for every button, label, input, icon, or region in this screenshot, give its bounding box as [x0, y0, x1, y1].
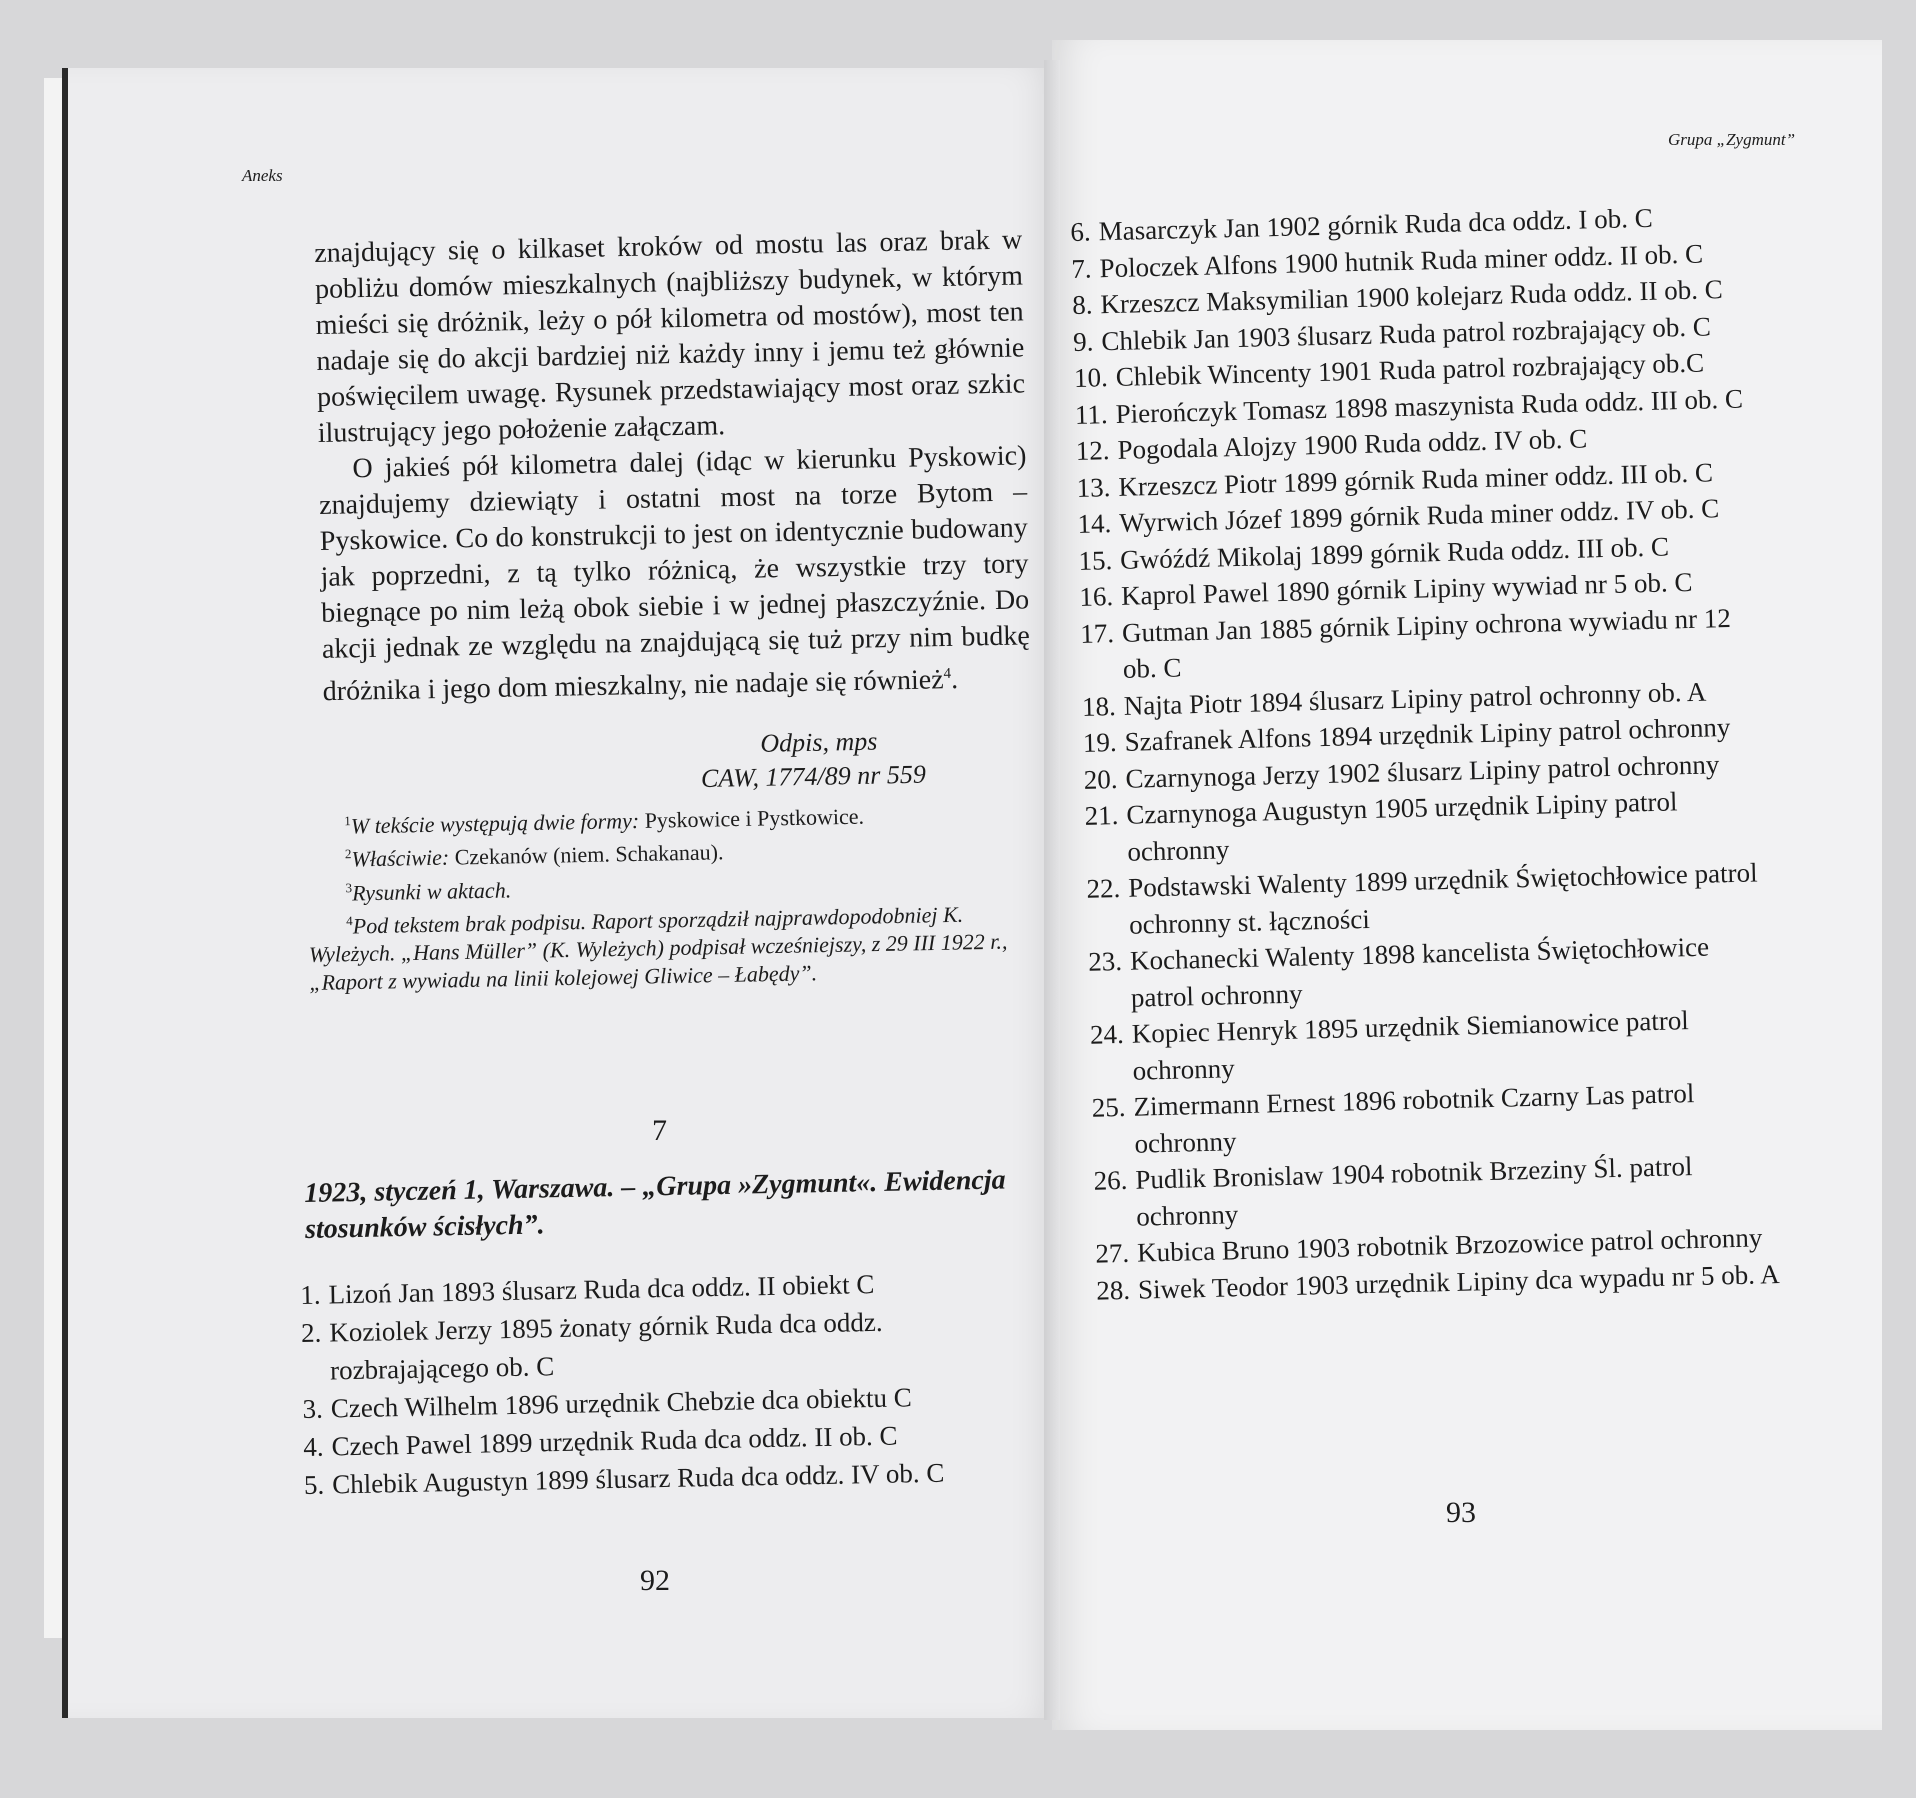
item-number: 10. — [1073, 362, 1109, 393]
item-text: Pudlik Bronislaw 1904 robotnik Brzeziny Śl. patrol ochronny — [1134, 1151, 1693, 1232]
item-number: 26. — [1093, 1164, 1128, 1196]
source-line-2: CAW, 1774/89 nr 559 — [700, 759, 927, 793]
item-text: Pierończyk Tomasz 1898 maszynista Ruda oddz. III ob. C — [1115, 383, 1744, 429]
footnote-3-num: 3 — [345, 879, 353, 895]
item-number: 22. — [1086, 872, 1121, 904]
item-number: 1. — [300, 1279, 321, 1310]
item-number: 2. — [300, 1317, 322, 1348]
footnote-ref: 4 — [943, 665, 952, 682]
item-text: Kubica Bruno 1903 robotnik Brzozowice patrol ochronny — [1136, 1222, 1763, 1268]
item-number: 13. — [1076, 471, 1111, 503]
item-number: 27. — [1095, 1237, 1130, 1269]
item-number: 7. — [1070, 252, 1092, 284]
item-text: Gwóźdź Mikolaj 1899 górnik Ruda oddz. III ob. C — [1119, 530, 1670, 575]
footnote-1-num: 1 — [344, 813, 351, 829]
item-number: 5. — [303, 1469, 325, 1500]
item-text: Masarczyk Jan 1902 górnik Ruda dca oddz. I ob. C — [1098, 202, 1654, 247]
item-text: Poloczek Alfons 1900 hutnik Ruda miner oddz. II ob. C — [1099, 238, 1704, 283]
footnote-2-num: 2 — [344, 846, 352, 862]
right-page-number: 93 — [1446, 1496, 1476, 1529]
source-line-1: Odpis, mps — [760, 726, 878, 758]
item-number: 25. — [1091, 1091, 1126, 1123]
item-number: 16. — [1078, 581, 1114, 612]
item-text: Czech Wilhelm 1896 urzędnik Chebzie dca obiektu C — [330, 1382, 912, 1424]
page-edges — [44, 78, 63, 1638]
item-text: Podstawski Walenty 1899 urzędnik Świętochłowice patrol ochronny st. łączności — [1127, 857, 1758, 940]
paragraph-2: O jakieś pół kilometra dalej (idąc w kierunku Pyskowic) znajdujemy dziewiąty i ostatni most na torze Bytom – Pyskowice. Co do konstrukcji to jest on identycznie budowany jak poprzedni, z tą tylko różnicą, że wszystkie trzy tory biegnące po nim leżą obok siebie i w jednej płaszczyźnie. Do akcji jednak ze względu na znajdującą się tuż przy nim budkę dróżnika i jego dom mieszkalny, nie nadaje się również$^4$. — [318, 440, 1031, 708]
item-number: 17. — [1079, 617, 1115, 649]
item-number: 11. — [1074, 398, 1109, 430]
left-page-number: 92 — [640, 1564, 670, 1597]
item-text: Czarnynoga Jerzy 1902 ślusarz Lipiny patrol ochronny — [1125, 748, 1720, 794]
footnote-4 — [308, 894, 1030, 997]
left-body-text — [314, 222, 1031, 710]
item-text: Czarnynoga Augustyn 1905 urzędnik Lipiny patrol ochronny — [1126, 786, 1678, 867]
item-text: Krzeszcz Maksymilian 1900 kolejarz Ruda oddz. II ob. C — [1100, 274, 1723, 320]
footnote-1-plain: Pyskowice i Pystkowice. — [638, 803, 865, 833]
item-text: Wyrwich Józef 1899 górnik Ruda miner oddz. IV ob. C — [1118, 493, 1720, 538]
item-number: 8. — [1071, 289, 1093, 320]
footnote-4-num: 4 — [346, 913, 353, 929]
item-number: 12. — [1075, 435, 1110, 466]
item-number: 21. — [1084, 800, 1119, 831]
item-number: 18. — [1081, 690, 1117, 722]
item-number: 9. — [1072, 325, 1094, 357]
footnotes — [306, 794, 1030, 997]
left-running-head: Aneks — [242, 166, 283, 185]
item-text: Czech Pawel 1899 urzędnik Ruda dca oddz. II ob. C — [331, 1420, 898, 1462]
footnote-1-italic: W tekście występują dwie formy: — [350, 807, 640, 839]
footnote-4-italic: Pod tekstem brak podpisu. Raport sporządził najprawdopodobniej K. Wyleżych. „Hans Müller” (K. Wyleżych) podpisał wcześniejszy, z 29 III 1922 r., „Raport z wywiadu na linii kolejowej Gliwice – Łabędy”. — [308, 901, 1008, 996]
footnote-2-italic: Właściwie: — [351, 844, 450, 872]
right-entry-list — [1070, 197, 1787, 1309]
right-running-head: Grupa „Zygmunt” — [1668, 130, 1796, 149]
item-number: 6. — [1070, 216, 1092, 247]
item-number: 24. — [1089, 1018, 1125, 1050]
footnote-3-italic: Rysunki w aktach. — [351, 877, 512, 906]
item-text: Chlebik Augustyn 1899 ślusarz Ruda dca oddz. IV ob. C — [331, 1457, 945, 1500]
item-text: Koziolek Jerzy 1895 żonaty górnik Ruda dca oddz. rozbrajającego ob. C — [329, 1306, 883, 1386]
item-number: 23. — [1087, 945, 1123, 977]
paragraph-1: znajdujący się o kilkaset kroków od mostu las oraz brak w pobliżu domów mieszkalnych (najbliższy budynek, w którym mieści się dróżnik, leży o pół kilometra od mostów), most ten nadaje się do akcji bardziej niż każdy inny i jemu też głównie poświęcilem uwagę. Rysunek przedstawiający most oraz szkic ilustrujący jego położenie załączam. — [314, 224, 1026, 449]
paragraph-2-text: O jakieś pół kilometra dalej (idąc w kierunku Pyskowic) znajdujemy dziewiąty i ostatni most na torze Bytom – Pyskowice. Co do konstrukcji to jest on identycznie budowany jak poprzedni, z tą tylko różnicą, że wszystkie trzy tory biegnące po nim leżą obok siebie i w jednej płaszczyźnie. Do akcji jednak ze względu na znajdującą się tuż przy nim budkę dróżnika i jego dom mieszkalny, nie nadaje się również — [318, 440, 1031, 708]
document-title: 1923, styczeń 1, Warszawa. – „Grupa »Zygmunt«. Ewidencja stosunków ścisłych”. — [304, 1164, 1006, 1245]
item-text: Siwek Teodor 1903 urzędnik Lipiny dca wypadu nr 5 ob. A — [1137, 1258, 1780, 1305]
item-text: Zimermann Ernest 1896 robotnik Czarny Las patrol ochronny — [1133, 1078, 1695, 1159]
item-text: Krzeszcz Piotr 1899 górnik Ruda miner oddz. III ob. C — [1118, 456, 1714, 502]
item-text: Kopiec Henryk 1895 urzędnik Siemianowice patrol ochronny — [1131, 1005, 1690, 1086]
item-text: Szafranek Alfons 1894 urzędnik Lipiny patrol ochronny — [1124, 712, 1731, 757]
item-number: 15. — [1078, 544, 1113, 576]
item-text: Kochanecki Walenty 1898 kancelista Świętochłowice patrol ochronny — [1129, 931, 1710, 1013]
source-citation — [700, 722, 1001, 796]
item-text: Gutman Jan 1885 górnik Lipiny ochrona wywiadu nr 12 ob. C — [1121, 602, 1732, 684]
item-text: Chlebik Wincenty 1901 Ruda patrol rozbrajający ob.C — [1115, 347, 1705, 392]
item-text: Chlebik Jan 1903 ślusarz Ruda patrol rozbrajający ob. C — [1100, 310, 1712, 356]
item-number: 4. — [302, 1431, 324, 1462]
item-number: 28. — [1095, 1274, 1131, 1306]
list-item — [301, 1300, 1022, 1390]
document-number: 7 — [652, 1114, 667, 1147]
item-number: 14. — [1077, 508, 1112, 539]
item-text: Najta Piotr 1894 ślusarz Lipiny patrol ochronny ob. A — [1123, 676, 1707, 721]
item-number: 3. — [302, 1393, 324, 1424]
item-text: Pogodala Alojzy 1900 Ruda oddz. IV ob. C — [1117, 423, 1588, 465]
item-text: Lizoń Jan 1893 ślusarz Ruda dca oddz. II obiekt C — [328, 1268, 875, 1310]
item-text: Kaprol Pawel 1890 górnik Lipiny wywiad nr 5 ob. C — [1120, 566, 1693, 611]
book-gutter — [1044, 60, 1060, 1720]
left-entry-list — [300, 1262, 1024, 1504]
item-number: 20. — [1083, 763, 1118, 795]
footnote-2-plain: Czekanów (niem. Schakanau). — [449, 839, 724, 870]
item-number: 19. — [1082, 727, 1118, 758]
